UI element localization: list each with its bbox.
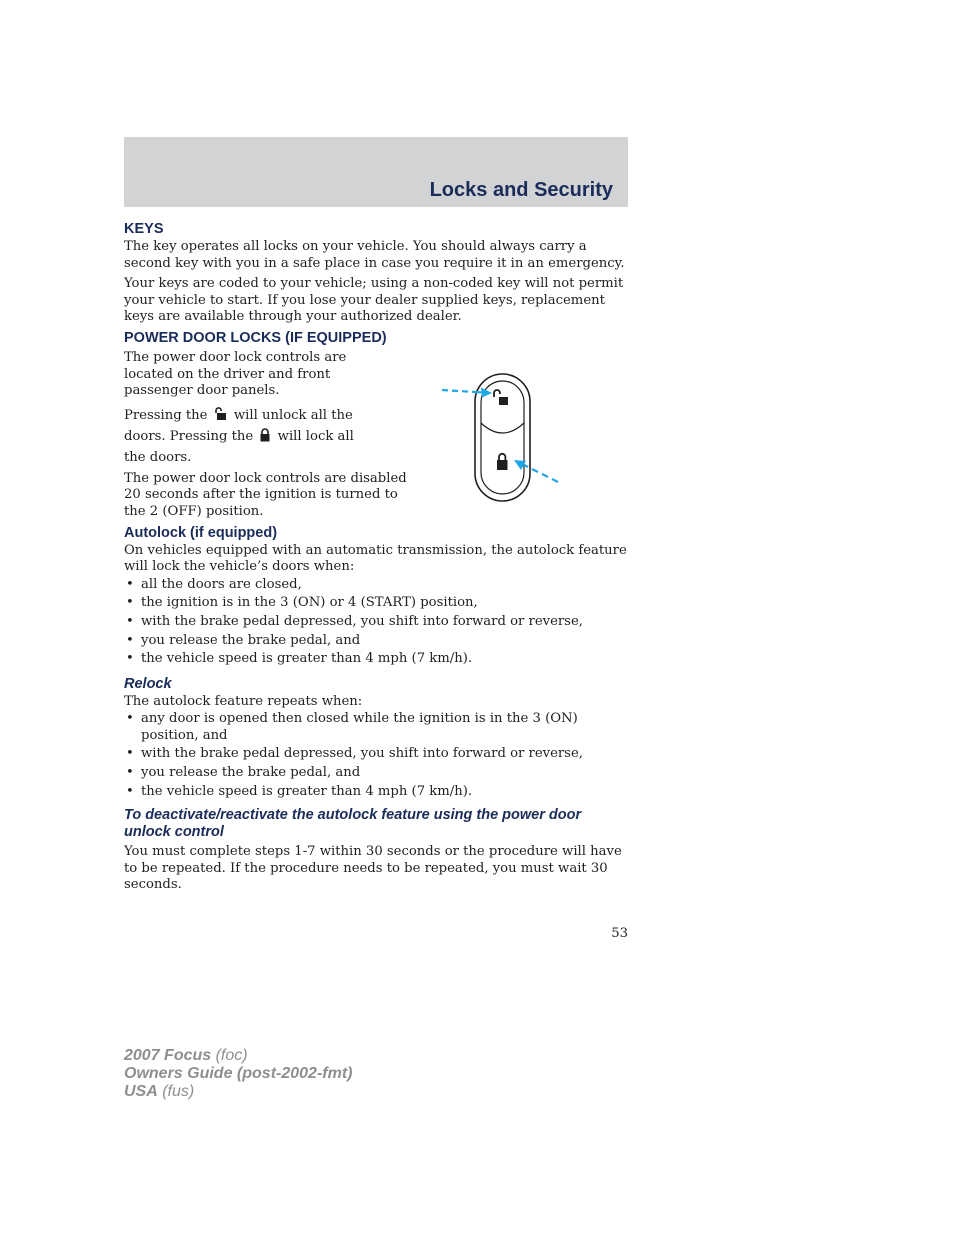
pressing-text-2: will unlock all the doors. Pressing the — [124, 407, 353, 444]
page-content — [124, 220, 628, 894]
relock-bullet-list — [124, 711, 628, 800]
keys-paragraph-2: Your keys are coded to your vehicle; using a non-coded key will not permit your vehicle to start. If you lose your dealer supplied keys, replacement keys are available through your authorized dealer. — [124, 276, 624, 325]
page-number: 53 — [611, 926, 628, 941]
power-locks-text-column — [124, 350, 414, 521]
power-locks-paragraph-3: The power door lock controls are disabled 20 seconds after the ignition is turned to the 2 (OFF) position. — [124, 470, 407, 519]
door-lock-switch-illustration — [438, 368, 564, 506]
list-item: • the ignition is in the 3 (ON) or 4 (START) position, — [126, 595, 478, 611]
list-item: • any door is opened then closed while the ignition is in the 3 (ON) position, and — [126, 711, 578, 743]
footer-line-1: 2007 Focus (foc) — [124, 1047, 248, 1064]
document-footer — [124, 1047, 352, 1101]
lock-icon — [259, 428, 271, 448]
list-item: • the vehicle speed is greater than 4 mph (7 km/h). — [126, 651, 473, 667]
list-item: • with the brake pedal depressed, you shift into forward or reverse, — [126, 613, 583, 629]
section-title: Locks and Security — [429, 179, 613, 201]
pressing-text-1: Pressing the — [124, 407, 208, 423]
power-locks-paragraph-2 — [124, 406, 369, 467]
deactivate-paragraph: You must complete steps 1-7 within 30 seconds or the procedure will have to be repeated. If the procedure needs to be repeated, you must wait 30 seconds. — [124, 844, 622, 893]
power-locks-paragraph-1: The power door lock controls are located on the driver and front passenger door panels. — [124, 349, 347, 399]
pressing-text-3: will lock all the doors. — [124, 428, 354, 465]
keys-heading: KEYS — [124, 221, 164, 237]
unlock-icon — [214, 407, 228, 427]
keys-paragraph-1: The key operates all locks on your vehicle. You should always carry a second key with you in a safe place in case you require it in an emergency. — [124, 239, 625, 271]
section-header-bar — [124, 137, 628, 207]
footer-line-2: Owners Guide (post-2002-fmt) — [124, 1065, 353, 1082]
autolock-bullet-list — [124, 577, 628, 668]
list-item: • you release the brake pedal, and — [126, 632, 361, 648]
list-item: • with the brake pedal depressed, you shift into forward or reverse, — [126, 746, 583, 762]
autolock-intro: On vehicles equipped with an automatic transmission, the autolock feature will lock the vehicle’s doors when: — [124, 542, 627, 575]
relock-intro: The autolock feature repeats when: — [124, 693, 363, 709]
list-item: • all the doors are closed, — [126, 576, 302, 592]
list-item: • the vehicle speed is greater than 4 mph (7 km/h). — [126, 783, 473, 799]
power-locks-heading: POWER DOOR LOCKS (IF EQUIPPED) — [124, 329, 387, 346]
autolock-heading: Autolock (if equipped) — [124, 524, 278, 541]
relock-heading: Relock — [124, 675, 172, 692]
footer-line-3: USA (fus) — [124, 1083, 195, 1100]
deactivate-heading: To deactivate/reactivate the autolock feature using the power door unlock control — [124, 807, 582, 841]
list-item: • you release the brake pedal, and — [126, 765, 361, 781]
